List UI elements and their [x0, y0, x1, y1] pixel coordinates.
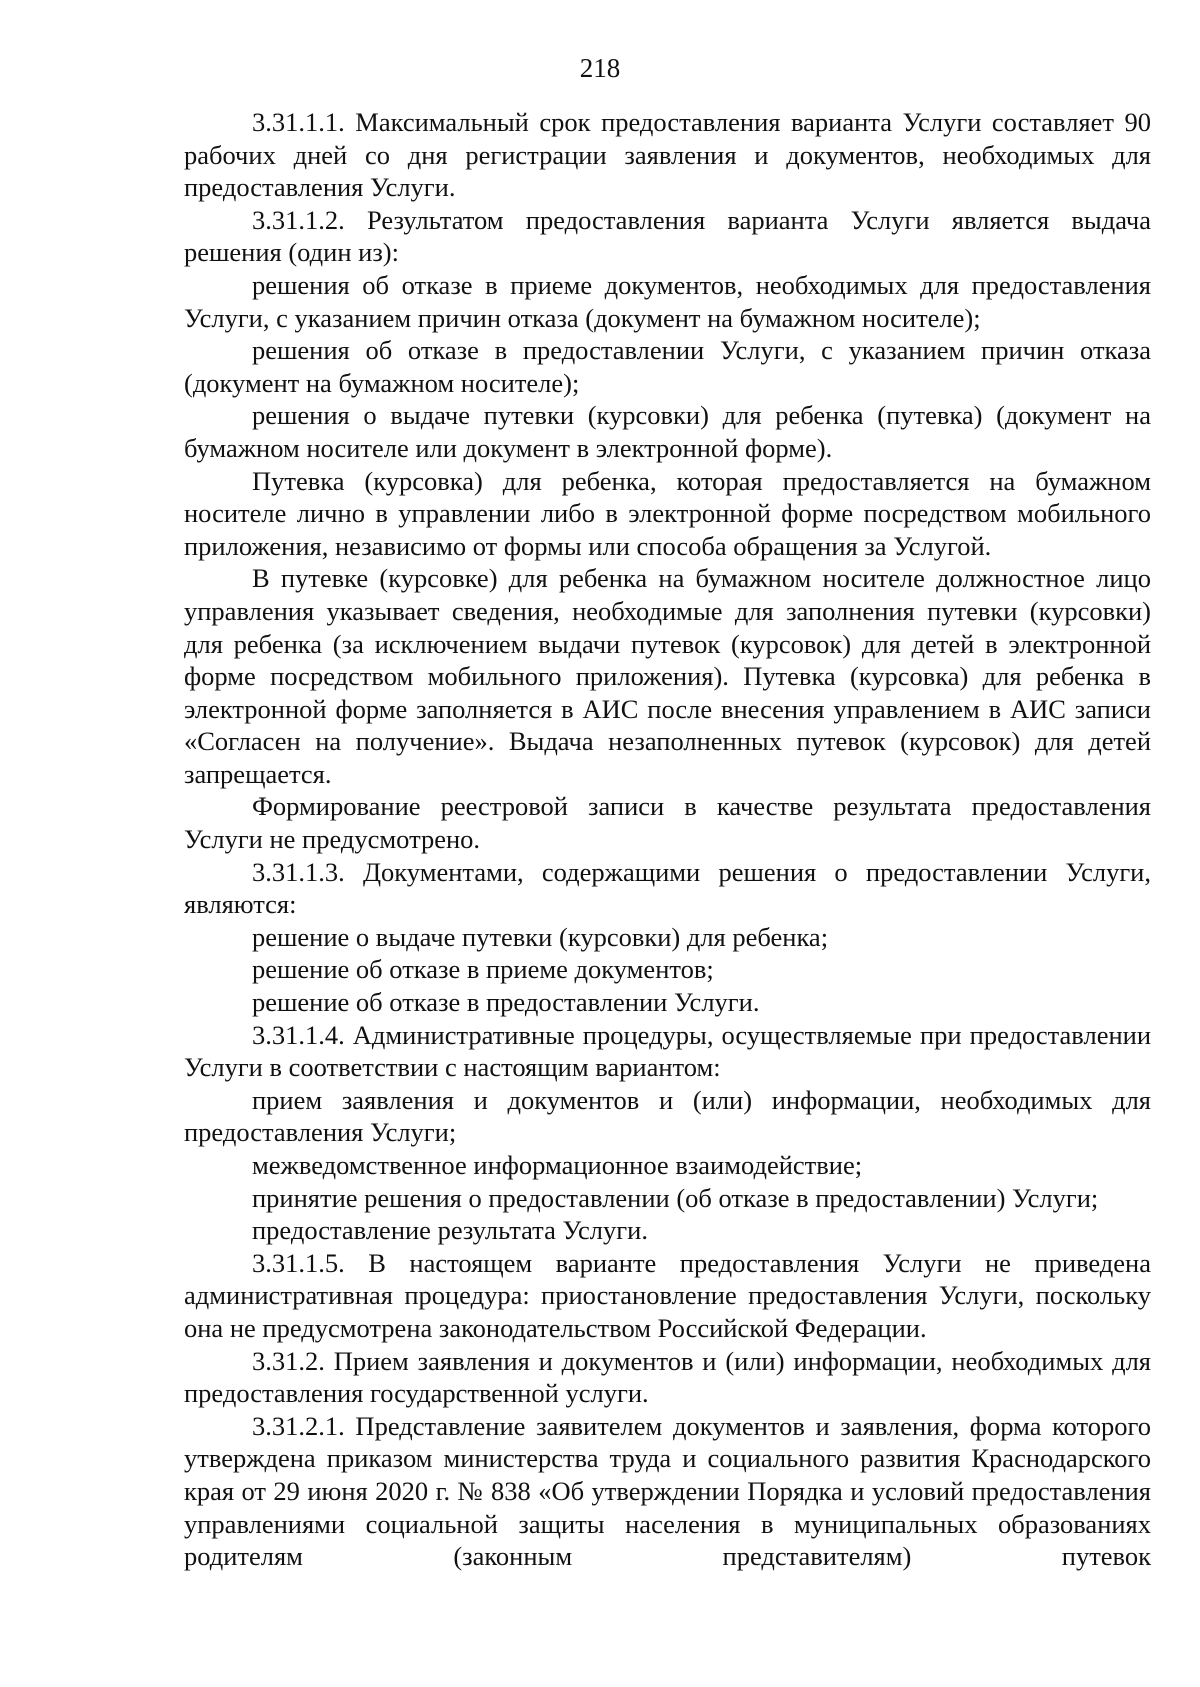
paragraph-3-31-1-1: 3.31.1.1. Максимальный срок предоставления варианта Услуги составляет 90 рабочих дней со дня регистрации заявления и документов, необходимых для предоставления Услуги. — [184, 107, 1151, 203]
paragraph-3-31-2: 3.31.2. Прием заявления и документов и (или) информации, необходимых для предоставления государственной услуги. — [184, 1345, 1151, 1409]
list-item-decision-refusal-service: решение об отказе в предоставлении Услуги. — [252, 987, 760, 1018]
paragraph-3-31-1-5: 3.31.1.5. В настоящем варианте предоставления Услуги не приведена административная процедура: приостановление предоставления Услуги, поскольку она не предусмотрена законодательством Российской Федерации. — [184, 1247, 1151, 1343]
paragraph-voucher-provision: Путевка (курсовка) для ребенка, которая предоставляется на бумажном носителе лично в управлении либо в электронной форме посредством мобильного приложения, независимо от формы или способа обращения за Услугой. — [184, 465, 1151, 561]
list-item-voucher-issuance: решения о выдаче путевки (курсовки) для ребенка (путевка) (документ на бумажном носителе или документ в электронной форме). — [184, 400, 1151, 463]
document-body — [184, 106, 1151, 1573]
paragraph-registry-record: Формирование реестровой записи в качестве результата предоставления Услуги не предусмотрено. — [184, 791, 1151, 855]
paragraph-3-31-2-1: 3.31.2.1. Представление заявителем документов и заявления, форма которого утверждена приказом министерства труда и социального развития Краснодарского края от 29 июня 2020 г. № 838 «Об утверждении Порядка и условий предоставления управлениями социальной защиты населения в муниципальных образованиях родителям (законным представителям) путевок — [184, 1410, 1151, 1572]
list-item-decision-voucher: решение о выдаче путевки (курсовки) для ребенка; — [252, 921, 829, 952]
list-item-refusal-acceptance: решения об отказе в приеме документов, необходимых для предоставления Услуги, с указанием причин отказа (документ на бумажном носителе); — [184, 269, 1151, 333]
list-item-decision-refusal-acceptance: решение об отказе в приеме документов; — [252, 954, 714, 985]
paragraph-3-31-1-3: 3.31.1.3. Документами, содержащими решения о предоставлении Услуги, являются: — [184, 856, 1151, 920]
list-item-procedure-decision: принятие решения о предоставлении (об отказе в предоставлении) Услуги; — [252, 1182, 1099, 1213]
list-item-procedure-result: предоставление результата Услуги. — [252, 1215, 648, 1246]
list-item-procedure-acceptance: прием заявления и документов и (или) информации, необходимых для предоставления Услуги; — [184, 1084, 1151, 1148]
list-item-procedure-interagency: межведомственное информационное взаимодействие; — [252, 1150, 863, 1180]
paragraph-voucher-filling: В путевке (курсовке) для ребенка на бумажном носителе должностное лицо управления указывает сведения, необходимые для заполнения путевки (курсовки) для ребенка (за исключением выдачи путевок (курсовок) для детей в электронной форме посредством мобильного приложения). Путевка (курсовка) для ребенка в электронной форме заполняется в АИС после внесения управлением в АИС записи «Согласен на получение». Выдача незаполненных путевок (курсовок) для детей запрещается. — [184, 563, 1151, 789]
page-number: 218 — [579, 53, 621, 83]
list-item-refusal-service: решения об отказе в предоставлении Услуги, с указанием причин отказа (документ на бумажном носителе); — [184, 335, 1151, 398]
paragraph-3-31-1-2: 3.31.1.2. Результатом предоставления варианта Услуги является выдача решения (один из): — [184, 204, 1151, 268]
paragraph-3-31-1-4: 3.31.1.4. Административные процедуры, осуществляемые при предоставлении Услуги в соответствии с настоящим вариантом: — [184, 1019, 1151, 1083]
